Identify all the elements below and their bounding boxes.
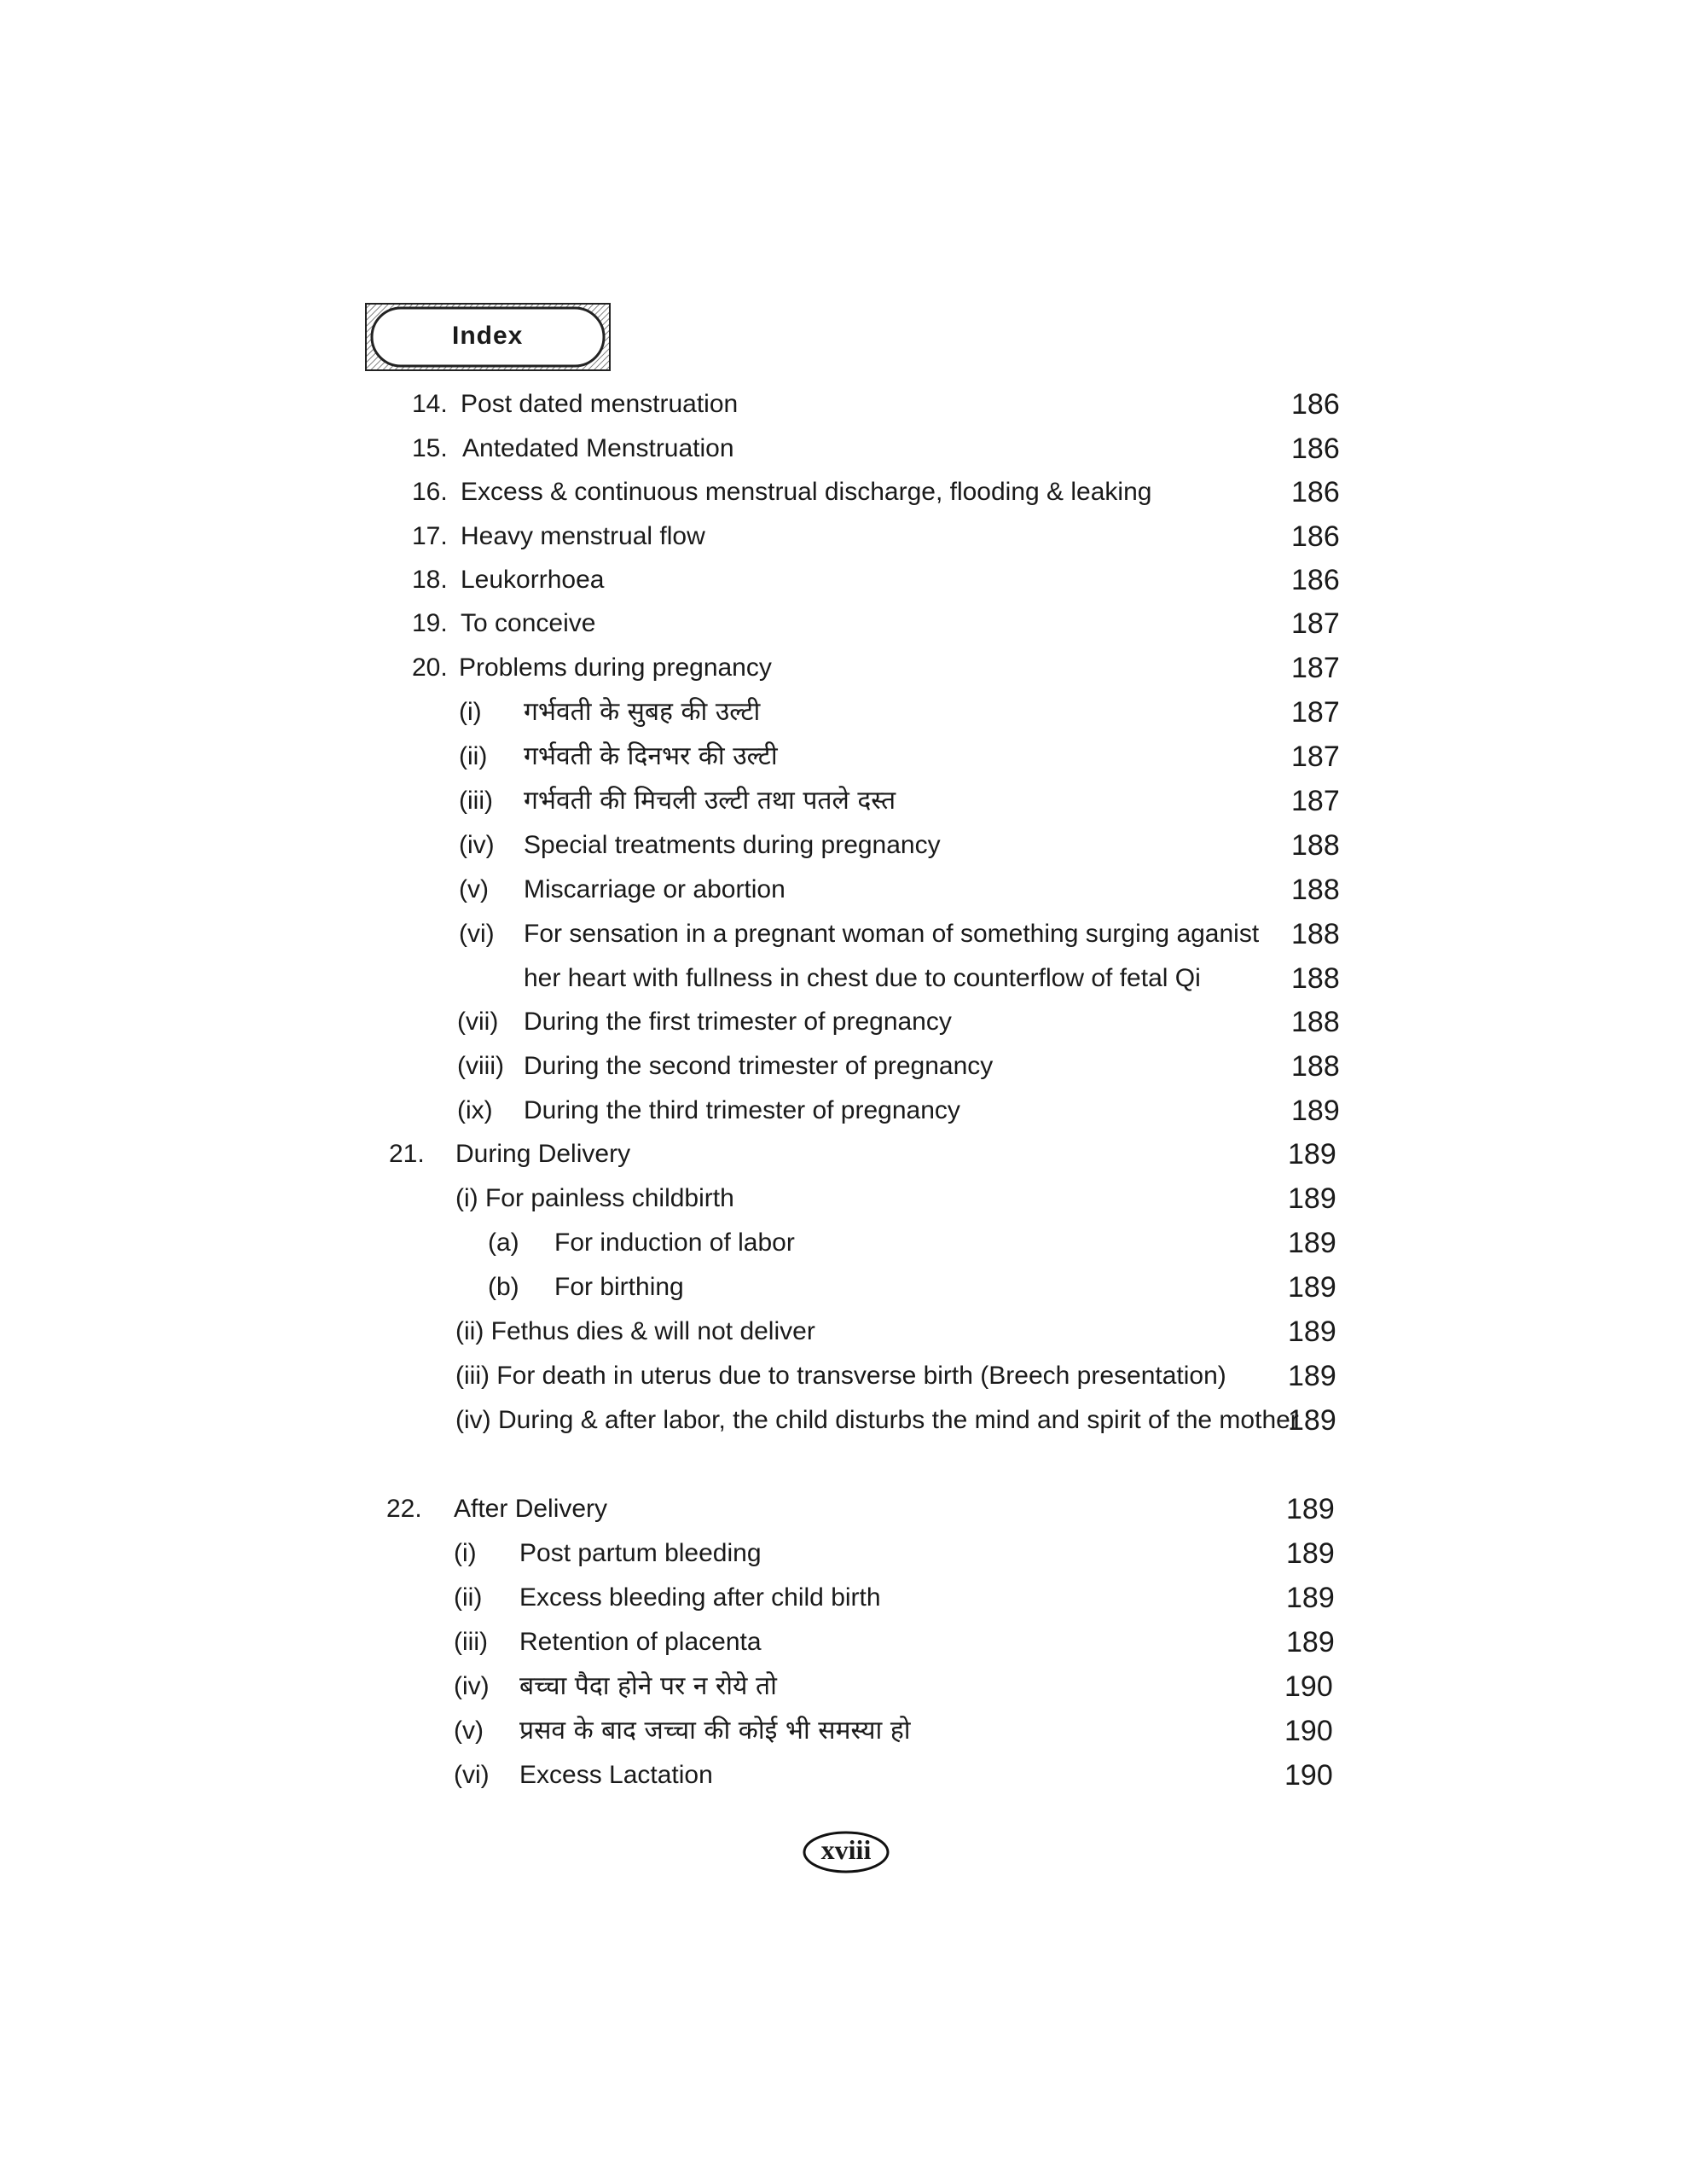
subentry-number: (iv)	[459, 831, 495, 859]
entry-number: 22.	[386, 1495, 422, 1523]
subentry-title: गर्भवती की मिचली उल्टी तथा पतले दस्त	[524, 786, 896, 816]
toc-entry	[0, 470, 1687, 514]
subentry-number: (vii)	[457, 1008, 499, 1036]
subentry-title: बच्चा पैदा होने पर न रोये तो	[519, 1671, 777, 1701]
subentry-number: (vi)	[454, 1761, 490, 1789]
entry-page: 188	[1291, 1006, 1340, 1038]
entry-number: 19.	[412, 609, 448, 637]
entry-page: 188	[1291, 874, 1340, 906]
entry-page: 187	[1291, 785, 1340, 817]
entry-title: After Delivery	[454, 1495, 608, 1523]
index-title: Index	[452, 322, 524, 350]
toc-entry	[0, 1487, 1687, 1531]
toc-entry	[0, 514, 1687, 559]
toc-subentry	[0, 1664, 1687, 1709]
entry-page: 187	[1291, 696, 1340, 729]
subentry-title: her heart with fullness in chest due to counterflow of fetal Qi	[524, 964, 1201, 992]
entry-title: Heavy menstrual flow	[461, 522, 705, 550]
toc-subentry	[0, 823, 1687, 868]
toc-subsubentry	[0, 1265, 1687, 1310]
subentry-title: Excess bleeding after child birth	[519, 1583, 881, 1612]
entry-title: Antedated Menstruation	[462, 434, 734, 462]
toc-entry	[0, 382, 1687, 427]
toc-subentry	[0, 912, 1687, 956]
toc-entry	[0, 558, 1687, 602]
subentry-title: (i) For painless childbirth	[455, 1184, 734, 1212]
subentry-title: गर्भवती के सुबह की उल्टी	[524, 697, 761, 727]
toc-entry	[0, 601, 1687, 646]
subentry-title: प्रसव के बाद जच्चा की कोई भी समस्या हो	[519, 1716, 911, 1745]
toc-entry	[0, 646, 1687, 690]
toc-subentry	[0, 735, 1687, 779]
toc-subentry	[0, 1000, 1687, 1044]
folio-number: xviii	[820, 1834, 872, 1865]
subsubentry-title: For induction of labor	[554, 1228, 795, 1257]
subentry-number: (vi)	[459, 920, 495, 948]
entry-title: Excess & continuous menstrual discharge, flooding & leaking	[461, 478, 1152, 506]
entry-page: 186	[1291, 520, 1340, 553]
subentry-number: (v)	[459, 875, 489, 903]
entry-number: 20.	[412, 653, 448, 682]
toc-subentry	[0, 1354, 1687, 1398]
toc-subentry	[0, 1576, 1687, 1620]
toc-entry	[0, 427, 1687, 471]
toc-subentry	[0, 1531, 1687, 1576]
entry-page: 189	[1288, 1404, 1336, 1437]
entry-page: 188	[1291, 1050, 1340, 1083]
toc-subentry	[0, 779, 1687, 823]
subentry-title: (iii) For death in uterus due to transverse birth (Breech presentation)	[455, 1362, 1226, 1390]
toc-entry	[0, 1132, 1687, 1176]
entry-page: 189	[1288, 1271, 1336, 1304]
entry-page: 187	[1291, 607, 1340, 640]
entry-page: 188	[1291, 962, 1340, 995]
entry-page: 190	[1284, 1759, 1333, 1792]
entry-title: Post dated menstruation	[461, 390, 739, 418]
toc-subentry	[0, 1044, 1687, 1089]
subentry-title: Retention of placenta	[519, 1628, 762, 1656]
subentry-title: Special treatments during pregnancy	[524, 831, 941, 859]
entry-page: 188	[1291, 918, 1340, 950]
entry-title: To conceive	[461, 609, 596, 637]
entry-page: 189	[1286, 1537, 1335, 1570]
entry-page: 187	[1291, 652, 1340, 684]
subentry-number: (iv)	[454, 1672, 490, 1700]
subentry-title: Miscarriage or abortion	[524, 875, 786, 903]
toc-subentry	[0, 1398, 1687, 1443]
subentry-number: (iii)	[454, 1628, 488, 1656]
toc-subsubentry	[0, 1221, 1687, 1265]
subentry-title: गर्भवती के दिनभर की उल्टी	[524, 741, 778, 771]
subsubentry-number: (b)	[488, 1273, 519, 1301]
subentry-title: During the second trimester of pregnancy	[524, 1052, 994, 1080]
entry-number: 18.	[412, 566, 448, 594]
subentry-title: Post partum bleeding	[519, 1539, 762, 1567]
entry-page: 186	[1291, 433, 1340, 465]
subsubentry-title: For birthing	[554, 1273, 684, 1301]
entry-page: 189	[1288, 1138, 1336, 1170]
entry-page: 189	[1286, 1493, 1335, 1525]
subentry-title: During the first trimester of pregnancy	[524, 1008, 952, 1036]
entry-number: 17.	[412, 522, 448, 550]
subentry-number: (i)	[454, 1539, 477, 1567]
subsubentry-number: (a)	[488, 1228, 519, 1257]
page-folio	[802, 1829, 890, 1875]
toc-subentry-continuation	[0, 956, 1687, 1001]
subentry-title: (ii) Fethus dies & will not deliver	[455, 1317, 815, 1345]
subentry-number: (ii)	[454, 1583, 483, 1612]
subentry-number: (ii)	[459, 742, 488, 770]
subentry-title: During the third trimester of pregnancy	[524, 1096, 960, 1124]
subentry-number: (i)	[459, 698, 482, 726]
entry-title: Problems during pregnancy	[459, 653, 772, 682]
toc-subentry	[0, 1620, 1687, 1664]
subentry-number: (viii)	[457, 1052, 504, 1080]
subentry-number: (ix)	[457, 1096, 493, 1124]
entry-number: 21.	[389, 1140, 425, 1168]
entry-page: 188	[1291, 829, 1340, 862]
toc-subentry	[0, 868, 1687, 912]
entry-page: 189	[1291, 1095, 1340, 1127]
subentry-number: (v)	[454, 1716, 484, 1745]
entry-number: 16.	[412, 478, 448, 506]
toc-subentry	[0, 1176, 1687, 1221]
entry-page: 190	[1284, 1670, 1333, 1703]
toc-subentry	[0, 1753, 1687, 1798]
subentry-number: (iii)	[459, 787, 493, 815]
entry-page: 190	[1284, 1715, 1333, 1747]
entry-page: 186	[1291, 564, 1340, 596]
entry-page: 189	[1286, 1626, 1335, 1658]
toc-subentry	[0, 1310, 1687, 1354]
toc-subentry	[0, 690, 1687, 735]
entry-page: 189	[1288, 1316, 1336, 1348]
entry-title: Leukorrhoea	[461, 566, 605, 594]
subentry-title: Excess Lactation	[519, 1761, 713, 1789]
entry-page: 189	[1288, 1360, 1336, 1392]
subentry-title: (iv) During & after labor, the child disturbs the mind and spirit of the mother	[455, 1406, 1299, 1434]
entry-page: 189	[1288, 1182, 1336, 1215]
entry-title: During Delivery	[455, 1140, 631, 1168]
entry-page: 186	[1291, 476, 1340, 508]
toc-subentry	[0, 1089, 1687, 1133]
entry-number: 15.	[412, 434, 448, 462]
subentry-title: For sensation in a pregnant woman of something surging aganist	[524, 920, 1260, 948]
entry-page: 189	[1286, 1582, 1335, 1614]
entry-number: 14.	[412, 390, 448, 418]
entry-page: 186	[1291, 388, 1340, 421]
entry-page: 189	[1288, 1227, 1336, 1259]
index-header-tab	[365, 303, 611, 371]
entry-page: 187	[1291, 741, 1340, 773]
toc-subentry	[0, 1709, 1687, 1753]
